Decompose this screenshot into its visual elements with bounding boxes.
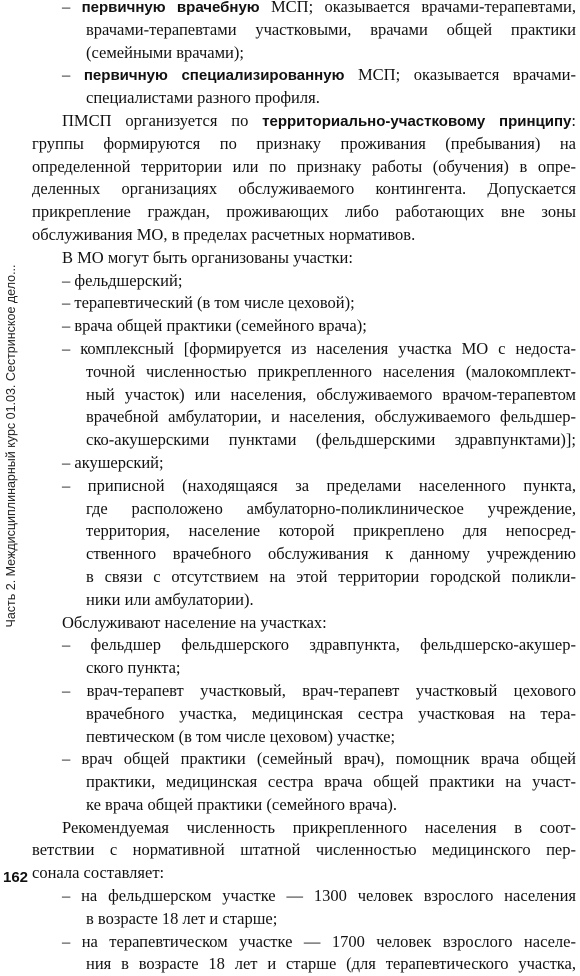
text-line: врачебного участка, медицинская сестра участковая на тера-	[86, 703, 576, 723]
text-line: сонала составляет:	[32, 863, 165, 883]
text-line: ный участок) или населения, обслуживаемого врачом-терапевтом	[86, 384, 576, 404]
list-item: – врача общей практики (семейного врача);	[62, 316, 367, 336]
text-line: определенной территории или по признаку работы (обучения) в опре-	[32, 156, 576, 176]
text-line: группы формируются по признаку проживания (пребывания) на	[32, 133, 576, 153]
list-item: – врач общей практики (семейный врач), помощник врача общей	[62, 749, 576, 769]
list-item: – на фельдшерском участке — 1300 человек взрослого населения	[62, 886, 576, 906]
text-line: прикрепление граждан, проживающих либо работающих вне зоны	[32, 202, 576, 222]
text-line: в возрасте 18 лет и старше;	[86, 908, 278, 928]
text-line: обслуживания МО, в пределах расчетных нормативов.	[32, 224, 416, 244]
text-line: специалистами разного профиля.	[86, 88, 320, 108]
text-line: ке врача общей практики (семейного врача).	[86, 794, 398, 814]
list-item: – комплексный [формируется из населения участка МО с недоста-	[62, 338, 576, 358]
list-item: – приписной (находящаяся за пределами населенного пункта,	[62, 475, 576, 495]
bold-term: первичную врачебную	[81, 0, 260, 16]
page-body	[32, 0, 576, 976]
list-item: – терапевтический (в том числе цеховой);	[62, 293, 355, 313]
text-line: (семейными врачами);	[86, 42, 244, 62]
text-line: ственного врачебного обслуживания к данному учреждению	[86, 544, 576, 564]
running-header-text: Часть 2. Междисциплинарный курс 01.03. Сестринское дело...	[4, 264, 18, 628]
text-line: – первичную специализированную МСП; оказывается врачами-	[62, 65, 577, 85]
running-header	[0, 0, 22, 892]
list-item: – акушерский;	[62, 452, 164, 472]
text-line: Рекомендуемая численность прикрепленного населения в соот-	[62, 817, 576, 837]
text-line: ния в возрасте 18 лет и старше (для терапевтического участка,	[86, 954, 576, 974]
bold-term: первичную специализированную	[83, 67, 345, 85]
bold-term: территориально-участковому принципу	[262, 112, 572, 130]
text-line: ско-акушерскими пунктами (фельдшерскими здравпунктами)];	[86, 430, 576, 450]
text-line: практики, медицинская сестра врача общей практики на участ-	[86, 772, 576, 792]
list-item: – врач-терапевт участковый, врач-терапевт участковый цехового	[62, 680, 576, 700]
text-line: Обслуживают население на участках:	[62, 612, 327, 632]
text-line: врачебной амбулатории, и населения, обслуживаемого фельдшер-	[86, 407, 576, 427]
text-line: ПМСП организуется по территориально-участковому принципу:	[62, 110, 576, 130]
text-line: В МО могут быть организованы участки:	[62, 247, 353, 267]
text-line: в связи с отсутствием на этой территории городской поликли-	[86, 566, 576, 586]
text-line: точной численностью прикрепленного населения (малокомплект-	[86, 361, 576, 381]
text-line: ветствии с нормативной штатной численностью медицинского пер-	[32, 840, 576, 860]
text-line: деленных организациях обслуживаемого контингента. Допускается	[32, 179, 576, 199]
page-number: 162	[3, 869, 29, 886]
text-line: территория, население которой прикреплено для непосред-	[86, 521, 576, 541]
text-line: ники или амбулатории).	[86, 589, 254, 609]
text-line: – первичную врачебную МСП; оказывается врачами-терапевтами,	[62, 0, 576, 16]
text-line: певтическом (в том числе цеховом) участке;	[86, 726, 396, 746]
list-item: – на терапевтическом участке — 1700 человек взрослого населе-	[62, 931, 576, 951]
text-line: врачами-терапевтами участковыми, врачами общей практики	[86, 19, 576, 39]
list-item: – фельдшерский;	[62, 270, 183, 290]
text-line: ского пункта;	[86, 658, 181, 678]
list-item: – фельдшер фельдшерского здравпункта, фельдшерско-акушер-	[62, 635, 576, 655]
text-line: где расположено амбулаторно-поликлиническое учреждение,	[86, 498, 576, 518]
